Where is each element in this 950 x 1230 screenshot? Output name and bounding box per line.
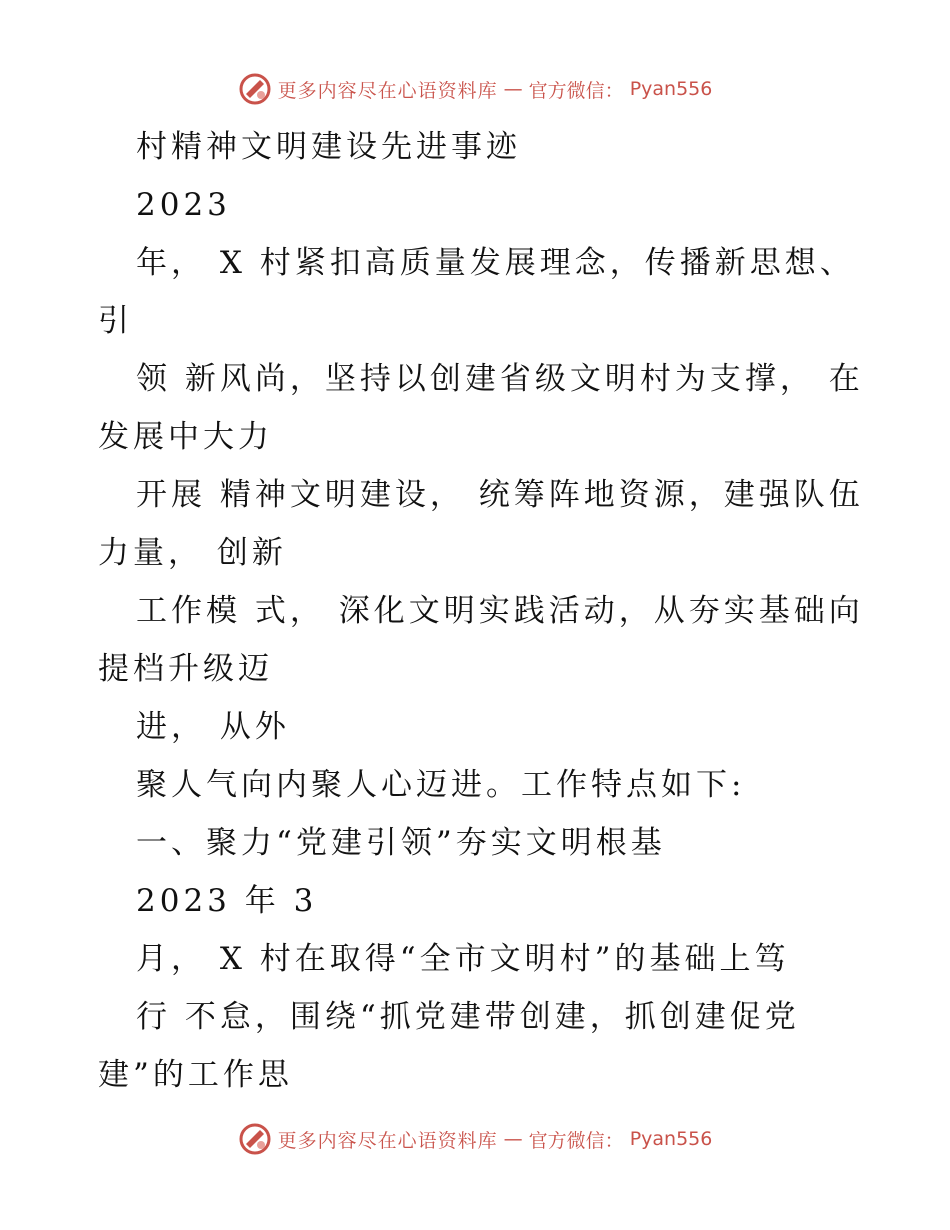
watermark-id: Pyan556 [629, 1128, 713, 1150]
text-line-10: 提档升级迈 [98, 651, 273, 687]
text-line-12: 聚人气向内聚人心迈进。工作特点如下: [136, 767, 746, 803]
text-line-8: 力量， 创新 [98, 535, 287, 571]
section-heading: 一、聚力“党建引领”夯实文明根基 [136, 825, 666, 861]
text-line-6: 发展中大力 [98, 419, 273, 455]
text-line-3: 年， X 村紧扣高质量发展理念，传播新思想、 [136, 245, 855, 281]
text-line-14: 2023 年 3 [136, 883, 318, 919]
text-line-9: 工作模 式， 深化文明实践活动，从夯实基础向 [136, 593, 864, 629]
watermark-dash: — [503, 78, 523, 100]
text-line-2: 2023 [136, 187, 231, 223]
text-line-16: 行 不怠，围绕“抓党建带创建，抓创建促党 [136, 999, 800, 1035]
watermark-label: 官方微信： [528, 1129, 624, 1152]
text-line-1: 村精神文明建设先进事迹 [136, 129, 521, 165]
logo-icon [238, 1122, 272, 1156]
text-line-4: 引 [98, 303, 133, 339]
text-line-5: 领 新风尚，坚持以创建省级文明村为支撑， 在 [136, 361, 864, 397]
watermark-text: 更多内容尽在心语资料库 [277, 1129, 498, 1152]
watermark-text: 更多内容尽在心语资料库 [277, 79, 498, 102]
text-line-15: 月， X 村在取得“全市文明村”的基础上笃 [136, 941, 790, 977]
watermark-label: 官方微信： [528, 79, 624, 102]
document-body [98, 118, 864, 1104]
text-line-11: 进， 从外 [136, 709, 290, 745]
logo-icon [238, 72, 272, 106]
text-line-17: 建”的工作思 [98, 1057, 293, 1093]
footer-watermark [0, 1122, 950, 1156]
watermark-dash: — [503, 1128, 523, 1150]
text-line-7: 开展 精神文明建设， 统筹阵地资源，建强队伍 [136, 477, 864, 513]
watermark-id: Pyan556 [629, 78, 713, 100]
header-watermark [0, 72, 950, 106]
